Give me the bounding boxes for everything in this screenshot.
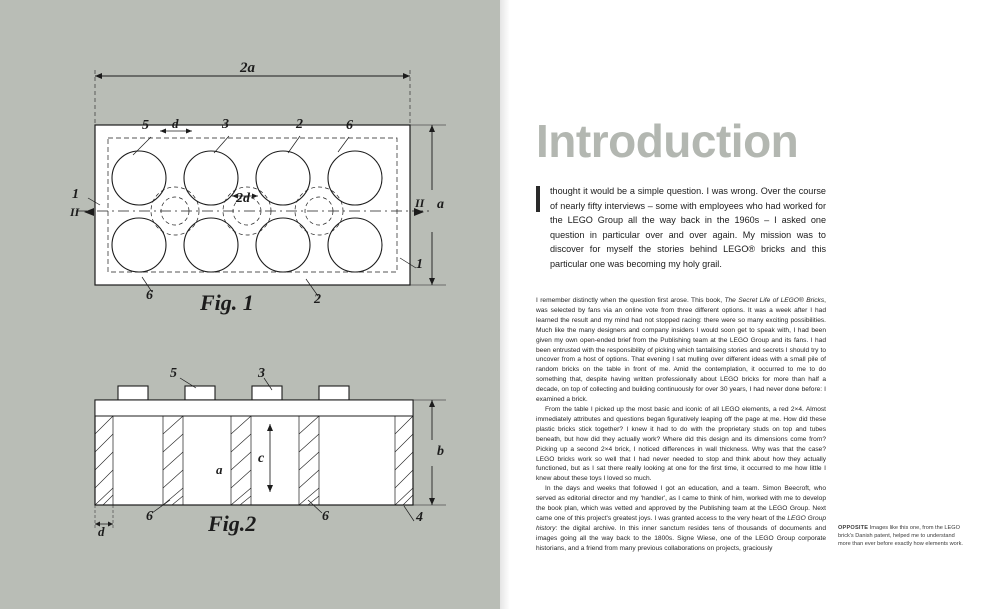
label-d: d xyxy=(172,116,179,131)
label-1: 1 xyxy=(72,187,79,202)
label-3-fig2: 3 xyxy=(258,366,265,381)
label-II-left: II xyxy=(70,205,80,219)
label-6-fig2-left: 6 xyxy=(146,509,153,524)
label-a: a xyxy=(437,197,444,212)
label-c-fig2: c xyxy=(258,451,265,466)
label-3: 3 xyxy=(222,117,229,132)
label-4-fig2: 4 xyxy=(416,510,423,525)
label-1b: 1 xyxy=(416,257,423,272)
label-6-fig2-right: 6 xyxy=(322,509,329,524)
label-2: 2 xyxy=(296,117,303,132)
right-page-introduction xyxy=(500,0,1000,609)
label-6: 6 xyxy=(346,118,353,133)
label-5-fig2: 5 xyxy=(170,366,177,381)
body-paragraph-1: I remember distinctly when the question first arose. This book, The Secret Life of LEGO® Bricks, was selected by fans via an online vote from three different options. It was a week after I had learned the result and my mind had not stopped racing: there were so many exciting possibilities. Much like the many designers and company insiders I would soon get to speak with, I had been given my own open-ended brief from the Publishing team at the LEGO Group and its fans. I had been entrusted with the responsibility of picking which tantalising stories and secrets I should try to uncover from a host of options. That evening I sat mulling over different ideas with a small pile of random bricks on the table in front of me. Amid the contemplation, it occurred to me to do something that, despite having written professionally about LEGO bricks for more than half a decade, on top of collecting and building continuously for over 30 years, I had never done before: I examined a brick. xyxy=(536,297,826,404)
figure-2-group xyxy=(95,378,446,530)
body-text-column xyxy=(536,296,826,554)
lede-text: thought it would be a simple question. I was wrong. Over the course of nearly fifty interviews – some with employees who had worked for the LEGO Group all the way back in the 1960s – I asked one question in particular over and over again. My mission was to discover for myself the stories behind LEGO® bricks and this particular one was becoming my holy grail. xyxy=(550,186,826,269)
label-2a: 2a xyxy=(240,60,255,76)
label-6b: 6 xyxy=(146,288,153,303)
label-2b: 2 xyxy=(314,292,321,307)
label-a-fig2: a xyxy=(216,462,223,477)
body-paragraph-2: From the table I picked up the most basic and iconic of all LEGO elements, a red 2×4. Almost immediately attributes and questions began figuratively leaping off the page at me. How did these plastic bricks stick together? I knew it had to do with the proprietary studs on top and tubes beneath, but how did they actually work? Where did this design and its dimensions come from? Picking up a second 2×4 brick, I noticed differences in wall thickness. Why was that the case? LEGO bricks work so well that I had never needed to stop and think about how they actually functioned, but as I sat there really looking at one for the first time, it occurred to me how little I knew about these toys I loved so much. xyxy=(536,405,826,483)
figure-1-group xyxy=(76,70,446,296)
label-2d: 2d xyxy=(236,191,250,206)
page-title: Introduction xyxy=(536,115,799,167)
label-5: 5 xyxy=(142,118,149,133)
label-II-right: II xyxy=(415,196,425,210)
caption-text: Images like this one, from the LEGO brick's Danish patent, helped me to understand more than ever before exactly how elements work. xyxy=(838,525,963,548)
figure-caption xyxy=(838,524,964,549)
figure-1-caption: Fig. 1 xyxy=(200,290,254,315)
figure-2-caption: Fig.2 xyxy=(208,511,257,536)
label-b-fig2: b xyxy=(437,444,444,459)
lede-paragraph xyxy=(536,184,826,272)
caption-lead-in: OPPOSITE xyxy=(838,525,869,531)
dropcap-bar xyxy=(536,186,540,212)
label-d-fig2: d xyxy=(98,524,105,539)
body-paragraph-3: In the days and weeks that followed I got an education, and a team. Simon Beecroft, who served as editorial director and my 'handler', as I came to think of him, worked with me to develop the book plan, which was vetted and approved by the Publishing team at the LEGO Group. Next came one of this project's greatest joys. I was granted access to the very heart of the LEGO Group history: the digital archive. In this inner sanctum resides tens of thousands of documents and images going all the way back to the 1800s. Signe Wiese, one of the LEGO Group corporate historians, and a friend from many previous collaborations on projects, graciously xyxy=(536,485,826,552)
lede-block xyxy=(536,184,826,272)
